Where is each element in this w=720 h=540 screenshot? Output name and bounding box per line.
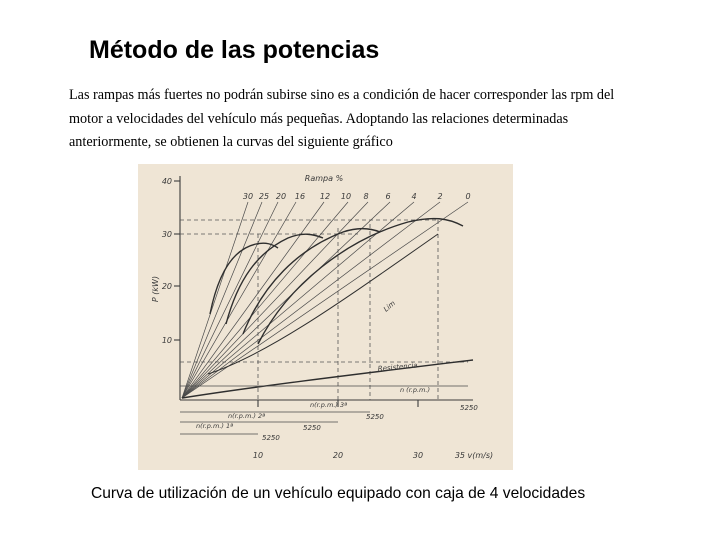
ramp-label: 12 [319,192,331,201]
y-tick-label: 20 [161,282,172,291]
paragraph-line: anteriormente, se obtienen la curvas del siguiente gráfico [69,134,393,150]
y-tick-label: 10 [161,336,172,345]
scanned-power-chart-figure [138,164,513,470]
body-paragraph [69,84,669,155]
ramp-label: 6 [385,192,391,201]
ramp-label: 16 [294,192,306,201]
gear-rpm-label: n(r.p.m.) 1ª [196,422,234,430]
rpm-value-label: 5250 [460,404,478,412]
resistance-curve-label: Resistencia [377,361,419,373]
x-tick-label: 35 v(m/s) [454,451,494,460]
ramp-label: 2 [437,192,443,201]
ramp-label: 0 [465,192,471,201]
ramp-title-label: Rampa % [304,174,344,183]
x-tick-label: 10 [252,451,264,460]
y-axis-label: P (kW) [151,275,160,303]
x-tick-label: 20 [332,451,344,460]
ramp-label: 10 [340,192,352,201]
y-tick-label: 40 [161,177,172,186]
ramp-label: 4 [411,192,417,201]
paragraph-line: motor a velocidades del vehículo más pequeñas. Adoptando las relaciones determinadas [69,110,569,127]
ramp-label: 8 [363,192,369,201]
paragraph-line: Las rampas más fuertes no podrán subirse sino es a condición de hacer corresponder las rpm del [69,87,615,103]
x-tick-label: 30 [412,451,424,460]
ramp-label: 20 [275,192,287,201]
gear-rpm-label: n (r.p.m.) [400,386,430,394]
gear-rpm-label: n(r.p.m.) 3ª [310,401,348,409]
figure-caption: Curva de utilización de un vehículo equipado con caja de 4 velocidades [91,485,586,502]
limit-curve [208,234,438,374]
gear-rpm-label: n(r.p.m.) 2ª [228,412,266,420]
ramp-label: 25 [258,192,270,201]
power-curve-3rd-gear [243,229,380,334]
rpm-value-label: 5250 [262,434,280,442]
limit-curve-label: Lim [382,299,397,314]
power-chart-drawing [138,164,513,470]
y-tick-label: 30 [161,230,172,239]
slide-title: Método de las potencias [89,36,380,64]
rpm-value-label: 5250 [303,424,321,432]
ramp-label: 30 [242,192,254,201]
rpm-value-label: 5250 [366,413,384,421]
